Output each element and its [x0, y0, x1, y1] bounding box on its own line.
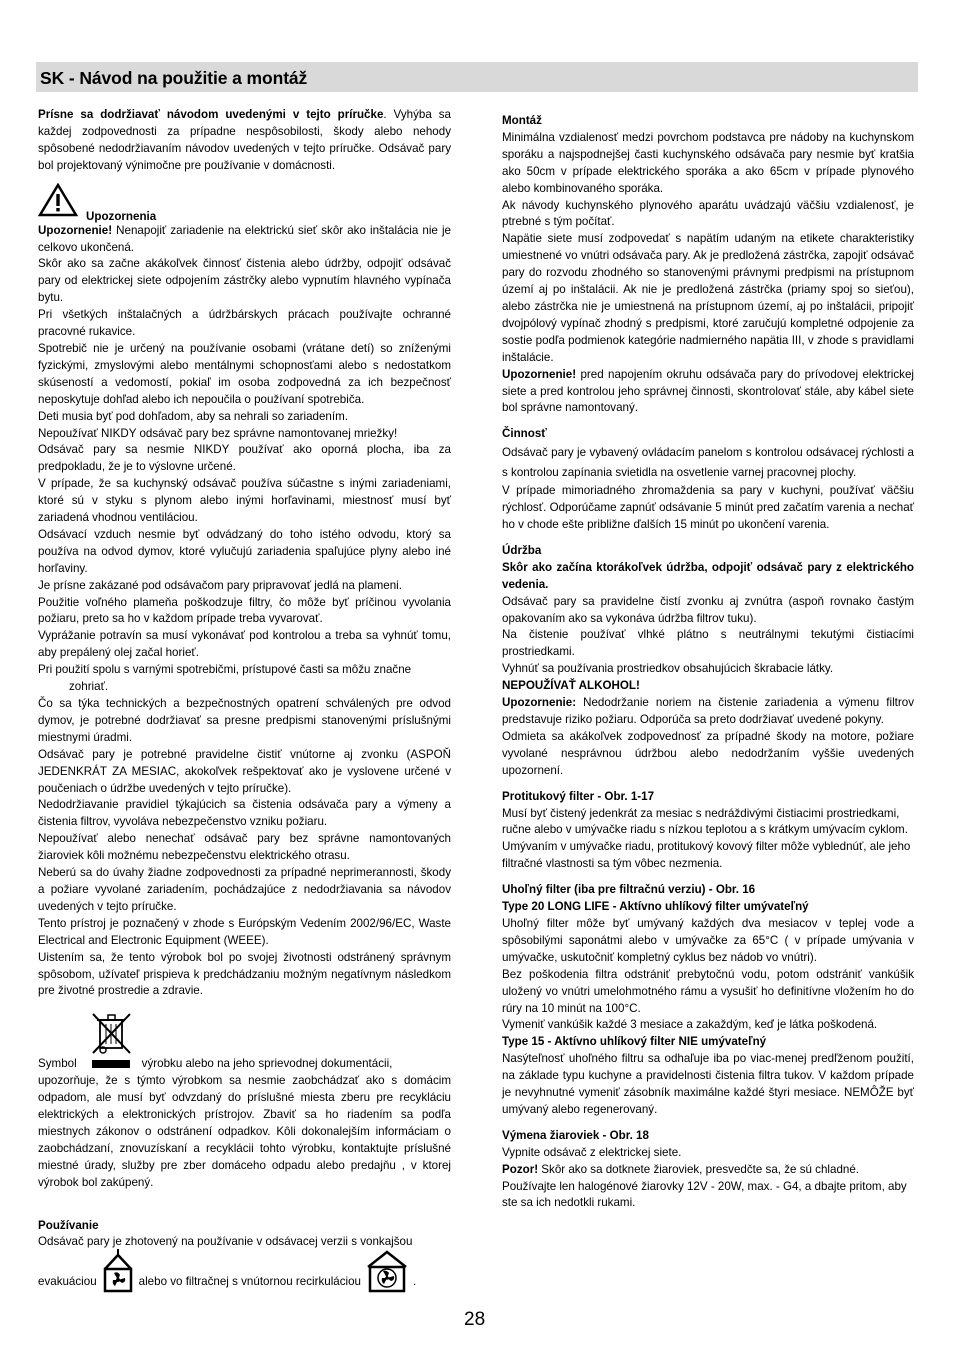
- crossed-out-wheelie-bin-icon: [90, 1046, 134, 1059]
- warnings-heading: Upozornenia: [86, 209, 157, 223]
- warning-triangle-icon: [38, 183, 86, 223]
- persons-paragraph: Spotrebič nie je určený na používanie osobami (vrátane detí) so zníženými fyzickými, zmyslovými alebo mentálnymi schopnosťami alebo s nedostatkom skúseností a vedomostí, pokiaľ im osoba zodpovedná za ich bezpečnosť neposkytuje dohľad alebo ich nepoučila o používaní spotrebiča.: [38, 341, 451, 406]
- filters-paragraph: Použitie voľného plameňa poškodzuje filtry, čo môže byť príčinou vyvolania požiaru, preto sa ho v každom prípade treba vyvarovať.: [38, 595, 451, 626]
- grease-filter-paragraph: Musí byť čistený jedenkrát za mesiac s nedráždivými čistiacimi prostriedkami, ručne alebo v umývačke riadu s nízkou teplotou a s krátkym umývacím cyklom. Umývaním v umývačke riadu, protitukový kovový filter môže vyblednúť, ale jeho filtračné vlastnosti sa tým vôbec nezmenia.: [502, 806, 911, 871]
- usage-icons-line: evakuáciou alebo vo filtračnej s vnútornou recirkuláciou .: [38, 1253, 451, 1299]
- bulb-warning: Pozor! Skôr ako sa dotknete žiaroviek, presvedčte sa, že sú chladné.: [502, 1162, 860, 1176]
- fire-risk-paragraph: Nedodržiavanie pravidiel týkajúcich sa čistenia odsávača pary a výmeny a čistenia filtrov, vyvoláva nebezpečenstvo vzniku požiaru.: [38, 798, 451, 829]
- type20-paragraph-2: Bez poškodenia filtra odstrániť prebytočnú vodu, potom odstrániť vankúšik uložený vo vnútri umelohmotného rámu a vysušiť ho definitívne vložením ho do rúry na 10 minút na 100°C.: [502, 967, 914, 1015]
- operation-paragraph-1: Odsávač pary je vybavený ovládacím panelom s kontrolou odsávacej rýchlosti a s kontrolou zapínania svietidla na osvetlenie varnej pracovnej plochy.: [502, 446, 914, 480]
- bulb-heading: Výmena žiaroviek - Obr. 18: [502, 1128, 649, 1142]
- gloves-paragraph: Pri všetkých inštalačných a údržbárskych prácach používajte ochranné pracovné rukavice.: [38, 308, 451, 339]
- recirculation-icon: [365, 1249, 409, 1299]
- usage-paragraph: Odsávač pary je zhotovený na používanie v odsávacej verzii s vonkajšou: [38, 1235, 413, 1249]
- type15-heading: Type 15 - Aktívno uhlíkový filter NIE umývateľný: [502, 1035, 767, 1049]
- air-paragraph: Odsávací vzduch nesmie byť odvádzaný do toho istého odvodu, ktorý sa používa na odvod dymov, ktoré vylučujú zariadenia spaľujúce plyny alebo iné horľaviny.: [38, 527, 451, 575]
- header-bar: [36, 62, 918, 92]
- maintenance-warning: Upozornenie: Nedodržanie noriem na čistenie zariadenia a výmenu filtrov predstavuje riziko požiaru. Odporúča sa preto dodržiavať uvedené pokyny.: [502, 696, 914, 726]
- type15-paragraph: Nasýteľnosť uhoľného filtru sa odhaľuje iba po viac-menej predľženom použití, na základe typu kuchyne a pravidelnosti čistenia filtra tukov. V každom prípade je nevyhnutné vymeniť zásobník maximálne každé štyri mesiace. NEMÔŽE byť umývaný alebo regenerovaný.: [502, 1052, 914, 1116]
- disposal-paragraph: Uistením sa, že tento výrobok bol po svojej životnosti odstránený správnym spôsobom, užívateľ prispieva k predchádzaniu možným negatívnym následkom pre životné prostredie a zdravie.: [38, 950, 451, 998]
- symbol-line: Symbol výrobku alebo na jeho sprievodnej dokumentácii,: [38, 1057, 393, 1071]
- maintenance-paragraph-4: Odmieta sa akákoľvek zodpovednosť za prípadné škody na motore, požiare vyvolané nesprávnou údržbou alebo nedodržaním vyššie uvedených upozornení.: [502, 729, 914, 777]
- mount-heading: Montáž: [502, 114, 542, 127]
- no-alcohol-notice: NEPOUŽÍVAŤ ALKOHOL!: [502, 679, 640, 693]
- flame-paragraph: Je prísne zakázané pod odsávačom pary pripravovať jedlá na plameni.: [38, 578, 402, 592]
- mount-paragraph-2: Ak návody kuchynského plynového aparátu uvádzajú väčšiu vzdialenosť, je ptrebné s tým počítať.: [502, 198, 914, 229]
- mount-paragraph-1: Minimálna vzdialenosť medzi povrchom podstavca pre nádoby na kuchynskom sporáku a najspodnejšej časti kuchynského odsávača pary nesmie byť kratšia ako 50cm v prípade elektrického sporáka a ako 65cm v prípade plynového alebo kombinovaného sporáka.: [502, 130, 914, 195]
- page-number: 28: [464, 1309, 486, 1330]
- ventilation-paragraph: V prípade, že sa kuchynský odsávač používa súčastne s inými zariadeniami, ktoré sú v styku s plynom alebo inými horľavinami, miestnosť musí byť zariadená vhodnou ventiláciou.: [38, 477, 451, 525]
- mount-warning: Upozornenie! pred napojením okruhu odsávača pary do prívodovej elektrickej siete a pred kontrolou jeho správnej činnosti, skontrolovať stále, aby kábel siete bol správne namontovaný.: [502, 367, 914, 415]
- regulations-paragraph: Čo sa týka technických a bezpečnostných opatrení schválených pre odvod dymov, je potrebné dodržiavať sa presne predpismi stanovenými príslušnými miestnymi úradmi.: [38, 697, 451, 744]
- right-column: [502, 113, 914, 1212]
- left-column: [38, 107, 451, 1299]
- bulb-paragraph-2: Používajte len halogénové žiarovky 12V - 20W, max. - G4, a dbajte pritom, aby ste sa ich nedotkli rukami.: [502, 1179, 907, 1210]
- type20-heading: Type 20 LONG LIFE - Aktívno uhlíkový filter umývateľný: [502, 900, 809, 914]
- maintenance-bold-paragraph: Skôr ako začína ktorákoľvek údržba, odpojiť odsávač pary z elektrického vedenia.: [502, 560, 914, 591]
- page-title: SK - Návod na použitie a montáž: [40, 68, 308, 88]
- maintenance-paragraph-2: Na čistenie používať vlhké plátno s neutrálnymi tekutými čistiacími prostriedkami.: [502, 628, 914, 659]
- maintenance-paragraph-1: Odsávač pary sa pravidelne čistí zvonku aj zvnútra (aspoň rovnako častým opakovaním ako sa vykonáva údržba filtrov tuku).: [502, 594, 914, 625]
- carbon-filter-heading: Uhoľný filter (iba pre filtračnú verziu) - Obr. 16: [502, 883, 756, 897]
- support-paragraph: Odsávač pary sa nesmie NIKDY používať ako oporná plocha, iba za predpokladu, že je to výslovne určené.: [38, 443, 451, 474]
- cooking-paragraph: Pri použití spolu s varnými spotrebičmi, prístupové časti sa môžu značne: [38, 663, 412, 677]
- operation-heading: Činnosť: [502, 427, 547, 441]
- mount-paragraph-3: Napätie siete musí zodpovedať s napätím udaným na etikete charakteristiky umiestnené vo vnútri odsávača pary. Ak je predložená zástrčka, zapojiť odsávač pary do rozvodu zhodného so stanovenými právnymi predpismi na prístupnom území aj po inštalácii. Ak nie je predložená zástrčka (priamy spoj so sieťou), alebo zástrčka nie je umiestnená na prístupnom území, aj po inštalácii, pripojiť dvojpólový vypínač zhodný s predpismi, ktoré zaručujú kompletné odpojenie za sostie podľa podmienok kategórie nadmierného napätia III, v zhode s pravidlami inštalácie.: [502, 232, 914, 364]
- warning-paragraph: Upozornenie! Nenapojiť zariadenie na elektrickú sieť skôr ako inštalácia nie je celkovo ukončená.: [38, 223, 451, 254]
- intro-paragraph: Prísne sa dodržiavať návodom uvedenými v tejto príručke. Vyhýba sa každej zodpovednosti za prípadne nespôsobilosti, škody alebo nehody spôsobené nedodržiavaním návodov uvedených v tejto príručke. Odsávač pary bol projektovaný výnimočne pre používanie v domácnosti.: [38, 108, 451, 172]
- monthly-cleaning-paragraph: Odsávač pary je potrebné pravidelne čistiť vnútorne aj zvonku (ASPOŇ JEDENKRÁT ZA MESIAC, akokoľvek rešpektovať ako je vyslovene určené v poučeniach o údržbe uvedených v tejto príručke).: [38, 747, 451, 795]
- maintenance-paragraph-3: Vyhnúť sa používania prostriedkov obsahujúcich škrabacie látky.: [502, 662, 834, 676]
- symbol-bar: [92, 1060, 130, 1068]
- type20-paragraph-1: Uhoľný filter môže byť umývaný každých dva mesiacov v teplej vode a spôsobilými saponátmi alebo v umývačke za 65°C ( v prípade umývania v umývačke, uskutočniť kompletný cyklus bez nádob vo vnútri).: [502, 916, 914, 964]
- liability-paragraph: Neberú sa do úvahy žiadne zodpovednosti za prípadné neprimerannosti, škody a požiare vyvolané zariadením, pochádzajúce z nedodržiavania sa návodov uvedených v tejto príručke.: [38, 866, 451, 913]
- type20-paragraph-3: Vymeniť vankúšik každé 3 mesiace a zakaždým, keď je látka poškodená.: [502, 1018, 878, 1032]
- weee-symbol-box: [38, 1010, 451, 1056]
- frying-paragraph: Vyprážanie potravín sa musí vykonávať pod kontrolou a treba sa vyhnúť tomu, aby prepálený olej začal horieť.: [38, 629, 451, 660]
- bulb-paragraph-1: Vypnite odsávač z elektrickej siete.: [502, 1145, 682, 1159]
- children-paragraph: Deti musia byť pod dohľadom, aby sa nehrali so zariadením.: [38, 409, 348, 423]
- grease-filter-heading: Protitukový filter - Obr. 1-17: [502, 789, 655, 803]
- operation-paragraph-2: V prípade mimoriadného zhromaždenia sa pary v kuchyni, používať väčšiu rýchlosť. Odporúčame zapnúť odsávanie 5 minút pred začatím varenia a nechať ho v chode ešte približne ďalších 15 minút po ukončení varenia.: [502, 484, 914, 532]
- bulbs-paragraph: Nepoužívať alebo nenechať odsávač pary bez správne namontovaných žiaroviek kôli možnému nebezpečenstvu elektrického otrasu.: [38, 832, 451, 863]
- warnings-heading-row: [38, 185, 451, 223]
- maintenance-heading: Údržba: [502, 543, 542, 557]
- weee-paragraph: Tento prístroj je poznačený v zhode s Európským Vedením 2002/96/EC, Waste Electrical and Electronic Equipment (WEEE).: [38, 916, 451, 947]
- clean-paragraph: Skôr ako sa začne akákoľvek činnosť čistenia alebo údržby, odpojiť odsávač pary od elektrickej siete odpojením zástrčky alebo vypnutím hlavného vypínača bytu.: [38, 257, 451, 305]
- grid-paragraph: Nepoužívať NIKDY odsávač pary bez správne namontovanej mriežky!: [38, 426, 398, 440]
- exhaust-evacuation-icon: [101, 1249, 135, 1299]
- cooking-paragraph-cont: zohriať.: [69, 680, 109, 694]
- usage-heading: Používanie: [38, 1218, 99, 1232]
- symbol-paragraph: upozorňuje, že s týmto výrobkom sa nesmie zaobchádzať ako s domácim odpadom, ale musí byť odvzdaný do príslušné miesta zberu pre recykláciu elektrických a elektronických prístrojov. Zbaviť sa ho riadením sa podľa miestnych zákonov o odstránení odpadkov. Kôli dokonalejším informáciam o zaobchádzaní, znovuzískaní a recyklácii tohto výrobku, kontaktujte príslušné miestné úrady, služby pre zber domáceho odpadu alebo predajňu , v ktorej výrobok bol zakúpený.: [38, 1074, 451, 1189]
